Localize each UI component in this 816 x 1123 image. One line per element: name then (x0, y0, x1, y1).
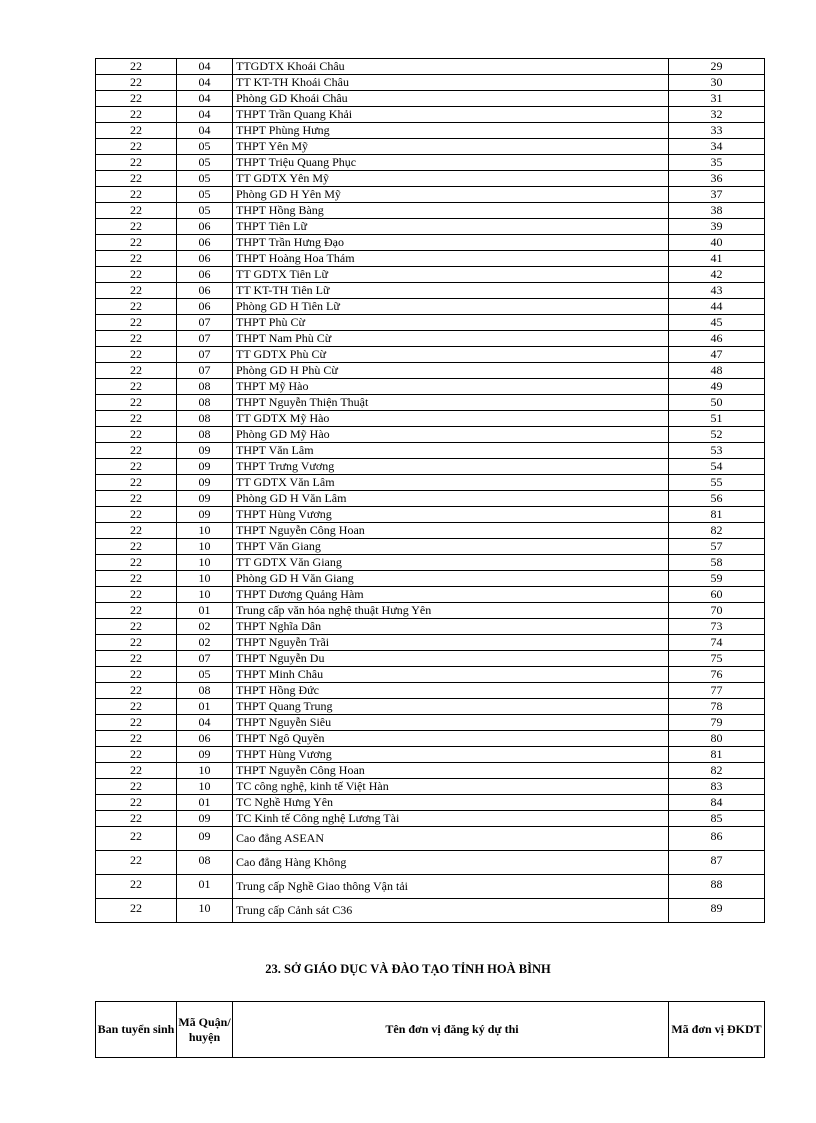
table-row (96, 91, 765, 107)
table-row (96, 619, 765, 635)
cell-unit-name: THPT Phùng Hưng (233, 123, 669, 139)
cell-district: 10 (177, 539, 233, 555)
cell-district: 01 (177, 875, 233, 899)
cell-board: 22 (96, 635, 177, 651)
cell-board: 22 (96, 347, 177, 363)
cell-unit-code: 89 (669, 899, 765, 923)
cell-unit-code: 52 (669, 427, 765, 443)
table-row (96, 731, 765, 747)
cell-unit-name: THPT Tiên Lữ (233, 219, 669, 235)
cell-board: 22 (96, 827, 177, 851)
cell-district: 05 (177, 203, 233, 219)
cell-district: 08 (177, 851, 233, 875)
cell-unit-name: THPT Nam Phù Cừ (233, 331, 669, 347)
table-row (96, 411, 765, 427)
cell-board: 22 (96, 395, 177, 411)
cell-unit-name: THPT Hùng Vương (233, 747, 669, 763)
cell-board: 22 (96, 283, 177, 299)
cell-unit-code: 82 (669, 763, 765, 779)
cell-district: 06 (177, 267, 233, 283)
cell-board: 22 (96, 331, 177, 347)
cell-board: 22 (96, 539, 177, 555)
cell-board: 22 (96, 651, 177, 667)
header-district-code: Mã Quận/ huyện (177, 1002, 233, 1058)
cell-board: 22 (96, 763, 177, 779)
cell-unit-code: 53 (669, 443, 765, 459)
cell-unit-code: 41 (669, 251, 765, 267)
cell-unit-name: Phòng GD H Tiên Lữ (233, 299, 669, 315)
cell-board: 22 (96, 851, 177, 875)
table-row (96, 187, 765, 203)
cell-district: 06 (177, 283, 233, 299)
cell-unit-code: 81 (669, 747, 765, 763)
table-row (96, 235, 765, 251)
cell-district: 05 (177, 187, 233, 203)
table-row (96, 587, 765, 603)
cell-unit-name: THPT Mỹ Hào (233, 379, 669, 395)
cell-unit-code: 70 (669, 603, 765, 619)
table-row (96, 899, 765, 923)
cell-unit-code: 80 (669, 731, 765, 747)
table-row (96, 363, 765, 379)
cell-district: 01 (177, 699, 233, 715)
cell-board: 22 (96, 299, 177, 315)
registration-units-table (95, 58, 765, 923)
cell-unit-code: 74 (669, 635, 765, 651)
cell-district: 08 (177, 411, 233, 427)
cell-unit-code: 88 (669, 875, 765, 899)
table-row (96, 555, 765, 571)
table-row (96, 171, 765, 187)
table-row (96, 107, 765, 123)
cell-board: 22 (96, 59, 177, 75)
table-row (96, 459, 765, 475)
cell-board: 22 (96, 315, 177, 331)
cell-unit-name: TT GDTX Văn Giang (233, 555, 669, 571)
cell-board: 22 (96, 363, 177, 379)
table-row (96, 299, 765, 315)
cell-board: 22 (96, 155, 177, 171)
cell-unit-code: 51 (669, 411, 765, 427)
cell-unit-code: 47 (669, 347, 765, 363)
table-row (96, 763, 765, 779)
cell-unit-name: TC công nghệ, kinh tế Việt Hàn (233, 779, 669, 795)
cell-board: 22 (96, 899, 177, 923)
cell-district: 09 (177, 491, 233, 507)
cell-unit-name: THPT Hoàng Hoa Thám (233, 251, 669, 267)
cell-unit-code: 48 (669, 363, 765, 379)
cell-board: 22 (96, 667, 177, 683)
table-row (96, 347, 765, 363)
table-row (96, 875, 765, 899)
table-row (96, 667, 765, 683)
table-row (96, 571, 765, 587)
cell-board: 22 (96, 251, 177, 267)
cell-district: 01 (177, 603, 233, 619)
cell-district: 10 (177, 523, 233, 539)
cell-district: 07 (177, 331, 233, 347)
cell-unit-name: Trung cấp văn hóa nghệ thuật Hưng Yên (233, 603, 669, 619)
cell-unit-code: 82 (669, 523, 765, 539)
section-title: 23. SỞ GIÁO DỤC VÀ ĐÀO TẠO TỈNH HOÀ BÌNH (265, 962, 551, 976)
cell-district: 04 (177, 123, 233, 139)
cell-unit-name: THPT Phù Cừ (233, 315, 669, 331)
table-row (96, 251, 765, 267)
cell-unit-code: 37 (669, 187, 765, 203)
cell-unit-name: THPT Nguyễn Công Hoan (233, 763, 669, 779)
table-row (96, 331, 765, 347)
header-row (96, 1002, 765, 1058)
table-row (96, 683, 765, 699)
cell-unit-code: 77 (669, 683, 765, 699)
table-row (96, 155, 765, 171)
cell-unit-code: 49 (669, 379, 765, 395)
cell-unit-code: 55 (669, 475, 765, 491)
cell-board: 22 (96, 171, 177, 187)
table-row (96, 379, 765, 395)
cell-unit-code: 87 (669, 851, 765, 875)
cell-board: 22 (96, 443, 177, 459)
cell-unit-name: TC Nghề Hưng Yên (233, 795, 669, 811)
cell-district: 10 (177, 587, 233, 603)
cell-unit-code: 58 (669, 555, 765, 571)
cell-board: 22 (96, 203, 177, 219)
cell-unit-name: THPT Ngô Quyền (233, 731, 669, 747)
cell-unit-code: 86 (669, 827, 765, 851)
cell-unit-code: 33 (669, 123, 765, 139)
cell-district: 09 (177, 811, 233, 827)
cell-unit-name: THPT Nguyễn Công Hoan (233, 523, 669, 539)
cell-board: 22 (96, 459, 177, 475)
cell-unit-name: Phòng GD H Phù Cừ (233, 363, 669, 379)
header-unit-name: Tên đơn vị đăng ký dự thi (233, 1002, 669, 1058)
cell-board: 22 (96, 555, 177, 571)
cell-unit-name: THPT Nguyễn Du (233, 651, 669, 667)
table-row (96, 811, 765, 827)
cell-board: 22 (96, 91, 177, 107)
cell-district: 06 (177, 219, 233, 235)
table-row (96, 59, 765, 75)
cell-unit-name: THPT Dương Quảng Hàm (233, 587, 669, 603)
cell-board: 22 (96, 411, 177, 427)
cell-unit-name: TT KT-TH Khoái Châu (233, 75, 669, 91)
cell-unit-name: THPT Nguyễn Trãi (233, 635, 669, 651)
cell-unit-name: THPT Trần Hưng Đạo (233, 235, 669, 251)
cell-unit-name: TT GDTX Yên Mỹ (233, 171, 669, 187)
cell-unit-code: 30 (669, 75, 765, 91)
cell-board: 22 (96, 123, 177, 139)
cell-district: 04 (177, 107, 233, 123)
table-row (96, 507, 765, 523)
cell-board: 22 (96, 491, 177, 507)
table-row (96, 699, 765, 715)
cell-board: 22 (96, 139, 177, 155)
cell-district: 08 (177, 683, 233, 699)
table-row (96, 523, 765, 539)
cell-board: 22 (96, 187, 177, 203)
cell-unit-code: 31 (669, 91, 765, 107)
cell-unit-code: 44 (669, 299, 765, 315)
table-row (96, 283, 765, 299)
cell-board: 22 (96, 235, 177, 251)
cell-district: 06 (177, 251, 233, 267)
cell-unit-code: 76 (669, 667, 765, 683)
table-row (96, 747, 765, 763)
cell-district: 07 (177, 651, 233, 667)
cell-district: 06 (177, 299, 233, 315)
table-row (96, 219, 765, 235)
cell-board: 22 (96, 731, 177, 747)
cell-unit-code: 29 (669, 59, 765, 75)
cell-district: 10 (177, 899, 233, 923)
table-row (96, 315, 765, 331)
cell-board: 22 (96, 779, 177, 795)
cell-unit-code: 32 (669, 107, 765, 123)
cell-unit-name: THPT Yên Mỹ (233, 139, 669, 155)
cell-district: 01 (177, 795, 233, 811)
cell-unit-code: 54 (669, 459, 765, 475)
cell-unit-name: THPT Hồng Bàng (233, 203, 669, 219)
cell-unit-name: THPT Minh Châu (233, 667, 669, 683)
table-row (96, 635, 765, 651)
cell-unit-code: 40 (669, 235, 765, 251)
cell-unit-name: Trung cấp Nghề Giao thông Vận tải (233, 875, 669, 899)
cell-board: 22 (96, 475, 177, 491)
cell-unit-code: 46 (669, 331, 765, 347)
cell-district: 04 (177, 715, 233, 731)
cell-unit-name: THPT Nguyễn Thiện Thuật (233, 395, 669, 411)
cell-board: 22 (96, 427, 177, 443)
cell-board: 22 (96, 875, 177, 899)
cell-district: 04 (177, 91, 233, 107)
cell-board: 22 (96, 747, 177, 763)
cell-unit-code: 45 (669, 315, 765, 331)
cell-district: 04 (177, 59, 233, 75)
cell-district: 10 (177, 779, 233, 795)
cell-unit-code: 83 (669, 779, 765, 795)
cell-unit-name: Phòng GD H Yên Mỹ (233, 187, 669, 203)
cell-district: 10 (177, 763, 233, 779)
cell-board: 22 (96, 75, 177, 91)
cell-board: 22 (96, 715, 177, 731)
cell-unit-name: THPT Trưng Vương (233, 459, 669, 475)
cell-board: 22 (96, 603, 177, 619)
cell-unit-name: THPT Nguyễn Siêu (233, 715, 669, 731)
cell-unit-name: THPT Nghĩa Dân (233, 619, 669, 635)
cell-unit-name: THPT Hồng Đức (233, 683, 669, 699)
cell-district: 05 (177, 139, 233, 155)
table-row (96, 139, 765, 155)
cell-unit-code: 85 (669, 811, 765, 827)
cell-district: 09 (177, 507, 233, 523)
cell-board: 22 (96, 379, 177, 395)
cell-unit-name: Cao đẳng Hàng Không (233, 851, 669, 875)
cell-unit-code: 43 (669, 283, 765, 299)
table-row (96, 475, 765, 491)
table-row (96, 827, 765, 851)
cell-district: 08 (177, 427, 233, 443)
cell-district: 02 (177, 619, 233, 635)
cell-board: 22 (96, 523, 177, 539)
cell-unit-code: 57 (669, 539, 765, 555)
cell-unit-name: Phòng GD H Văn Lâm (233, 491, 669, 507)
table-row (96, 651, 765, 667)
cell-unit-code: 36 (669, 171, 765, 187)
table-row (96, 123, 765, 139)
cell-unit-name: Cao đẳng ASEAN (233, 827, 669, 851)
cell-board: 22 (96, 571, 177, 587)
header-admissions-board: Ban tuyển sinh (96, 1002, 177, 1058)
table-row (96, 795, 765, 811)
cell-district: 09 (177, 475, 233, 491)
table-body (96, 59, 765, 923)
cell-district: 05 (177, 171, 233, 187)
table-row (96, 75, 765, 91)
table-row (96, 491, 765, 507)
cell-unit-code: 79 (669, 715, 765, 731)
next-section-header-table (95, 1001, 765, 1058)
table-row (96, 603, 765, 619)
cell-unit-code: 59 (669, 571, 765, 587)
cell-unit-code: 78 (669, 699, 765, 715)
cell-unit-code: 42 (669, 267, 765, 283)
cell-district: 05 (177, 667, 233, 683)
cell-unit-name: THPT Quang Trung (233, 699, 669, 715)
cell-unit-code: 50 (669, 395, 765, 411)
cell-district: 07 (177, 363, 233, 379)
cell-unit-name: TT GDTX Phù Cừ (233, 347, 669, 363)
header-unit-code: Mã đơn vị ĐKDT (669, 1002, 765, 1058)
cell-unit-name: THPT Văn Giang (233, 539, 669, 555)
cell-board: 22 (96, 811, 177, 827)
cell-district: 06 (177, 731, 233, 747)
cell-district: 09 (177, 747, 233, 763)
cell-board: 22 (96, 107, 177, 123)
cell-unit-name: Phòng GD Mỹ Hào (233, 427, 669, 443)
cell-district: 09 (177, 459, 233, 475)
cell-unit-name: THPT Văn Lâm (233, 443, 669, 459)
cell-district: 09 (177, 827, 233, 851)
cell-unit-code: 35 (669, 155, 765, 171)
cell-district: 08 (177, 379, 233, 395)
cell-board: 22 (96, 587, 177, 603)
cell-district: 04 (177, 75, 233, 91)
cell-unit-code: 81 (669, 507, 765, 523)
cell-district: 10 (177, 555, 233, 571)
cell-unit-code: 84 (669, 795, 765, 811)
cell-unit-name: TTGDTX Khoái Châu (233, 59, 669, 75)
table-row (96, 443, 765, 459)
cell-unit-code: 34 (669, 139, 765, 155)
cell-board: 22 (96, 267, 177, 283)
cell-unit-name: TT GDTX Mỹ Hào (233, 411, 669, 427)
cell-district: 06 (177, 235, 233, 251)
table-row (96, 427, 765, 443)
table-row (96, 203, 765, 219)
cell-unit-name: THPT Triệu Quang Phục (233, 155, 669, 171)
cell-district: 05 (177, 155, 233, 171)
cell-board: 22 (96, 795, 177, 811)
cell-unit-name: Phòng GD Khoái Châu (233, 91, 669, 107)
cell-district: 09 (177, 443, 233, 459)
cell-unit-code: 75 (669, 651, 765, 667)
cell-district: 08 (177, 395, 233, 411)
cell-district: 02 (177, 635, 233, 651)
cell-unit-code: 56 (669, 491, 765, 507)
table-row (96, 267, 765, 283)
cell-unit-code: 73 (669, 619, 765, 635)
table-row (96, 851, 765, 875)
cell-unit-name: THPT Hùng Vương (233, 507, 669, 523)
cell-unit-name: TT GDTX Văn Lâm (233, 475, 669, 491)
cell-unit-name: Phòng GD H Văn Giang (233, 571, 669, 587)
cell-district: 07 (177, 347, 233, 363)
table-row (96, 779, 765, 795)
cell-board: 22 (96, 619, 177, 635)
table-row (96, 539, 765, 555)
cell-board: 22 (96, 507, 177, 523)
cell-unit-name: TC Kinh tế Công nghệ Lương Tài (233, 811, 669, 827)
table-row (96, 715, 765, 731)
cell-unit-name: THPT Trần Quang Khải (233, 107, 669, 123)
cell-unit-code: 39 (669, 219, 765, 235)
cell-unit-code: 38 (669, 203, 765, 219)
cell-unit-code: 60 (669, 587, 765, 603)
cell-board: 22 (96, 683, 177, 699)
cell-district: 07 (177, 315, 233, 331)
cell-unit-name: Trung cấp Cảnh sát C36 (233, 899, 669, 923)
cell-district: 10 (177, 571, 233, 587)
cell-unit-name: TT KT-TH Tiên Lữ (233, 283, 669, 299)
table-row (96, 395, 765, 411)
cell-board: 22 (96, 699, 177, 715)
cell-unit-name: TT GDTX Tiên Lữ (233, 267, 669, 283)
cell-board: 22 (96, 219, 177, 235)
